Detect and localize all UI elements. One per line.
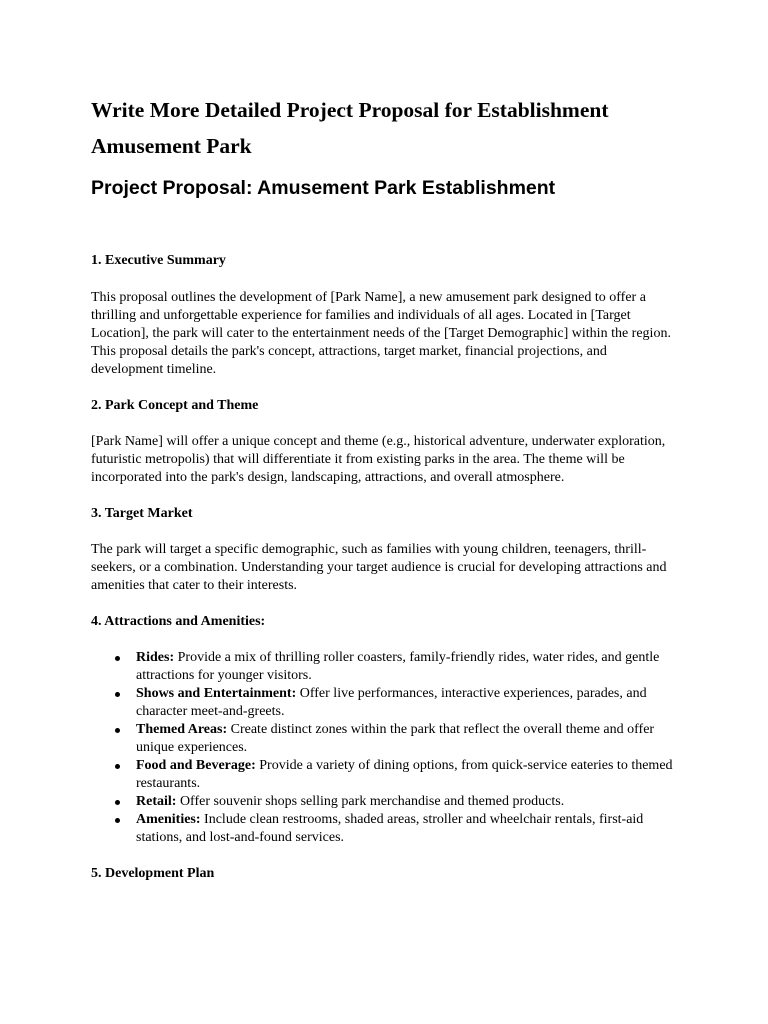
item-term: Themed Areas: — [136, 722, 228, 737]
item-term: Retail: — [136, 794, 177, 809]
item-term: Rides: — [136, 650, 175, 665]
list-item — [91, 721, 681, 757]
item-text: Include clean restrooms, shaded areas, stroller and wheelchair rentals, first-aid stations, and lost-and-found services. — [136, 812, 644, 845]
bullet-icon — [115, 692, 120, 697]
bullet-icon — [115, 764, 120, 769]
list-item — [91, 685, 681, 721]
list-item — [91, 793, 681, 811]
proposal-heading: Project Proposal: Amusement Park Establishment — [91, 177, 556, 199]
section-heading-concept: 2. Park Concept and Theme — [91, 398, 259, 413]
item-text: Offer souvenir shops selling park merchandise and themed products. — [176, 794, 565, 809]
executive-summary-text: This proposal outlines the development of [Park Name], a new amusement park designed to offer a thrilling and unforgettable experience for families and individuals of all ages. Located in [Target Location], the park will cater to the entertainment needs of the [Target Demographic] within the region. This proposal details the park's concept, attractions, target market, financial projections, and development timeline. — [91, 290, 671, 377]
attractions-list — [91, 649, 681, 847]
concept-text: [Park Name] will offer a unique concept and theme (e.g., historical adventure, underwater exploration, futuristic metropolis) that will differentiate it from existing parks in the area. The theme will be incorporated into the park's design, landscaping, attractions, and overall atmosphere. — [91, 434, 666, 485]
section-heading-executive-summary: 1. Executive Summary — [91, 253, 226, 268]
item-text: Provide a variety of dining options, from quick-service eateries to themed restaurants. — [136, 758, 673, 791]
bullet-icon — [115, 818, 120, 823]
document-page — [91, 92, 681, 883]
list-item — [91, 649, 681, 685]
item-text: Create distinct zones within the park that reflect the overall theme and offer unique experiences. — [136, 722, 655, 755]
section-heading-target-market: 3. Target Market — [91, 506, 193, 521]
bullet-icon — [115, 800, 120, 805]
list-item — [91, 811, 681, 847]
target-market-text: The park will target a specific demographic, such as families with young children, teenagers, thrill-seekers, or a combination. Understanding your target audience is crucial for developing attractions and amenities that cater to their interests. — [91, 542, 667, 593]
section-heading-development-plan: 5. Development Plan — [91, 866, 215, 881]
item-term: Amenities: — [136, 812, 201, 827]
bullet-icon — [115, 656, 120, 661]
item-term: Food and Beverage: — [136, 758, 256, 773]
list-item — [91, 757, 681, 793]
item-text: Provide a mix of thrilling roller coasters, family-friendly rides, water rides, and gentle attractions for younger visitors. — [136, 650, 660, 683]
section-heading-attractions: 4. Attractions and Amenities: — [91, 614, 266, 629]
document-title: Write More Detailed Project Proposal for Establishment Amusement Park — [91, 98, 609, 158]
bullet-icon — [115, 728, 120, 733]
item-term: Shows and Entertainment: — [136, 686, 297, 701]
item-text: Offer live performances, interactive experiences, parades, and character meet-and-greets. — [136, 686, 647, 719]
